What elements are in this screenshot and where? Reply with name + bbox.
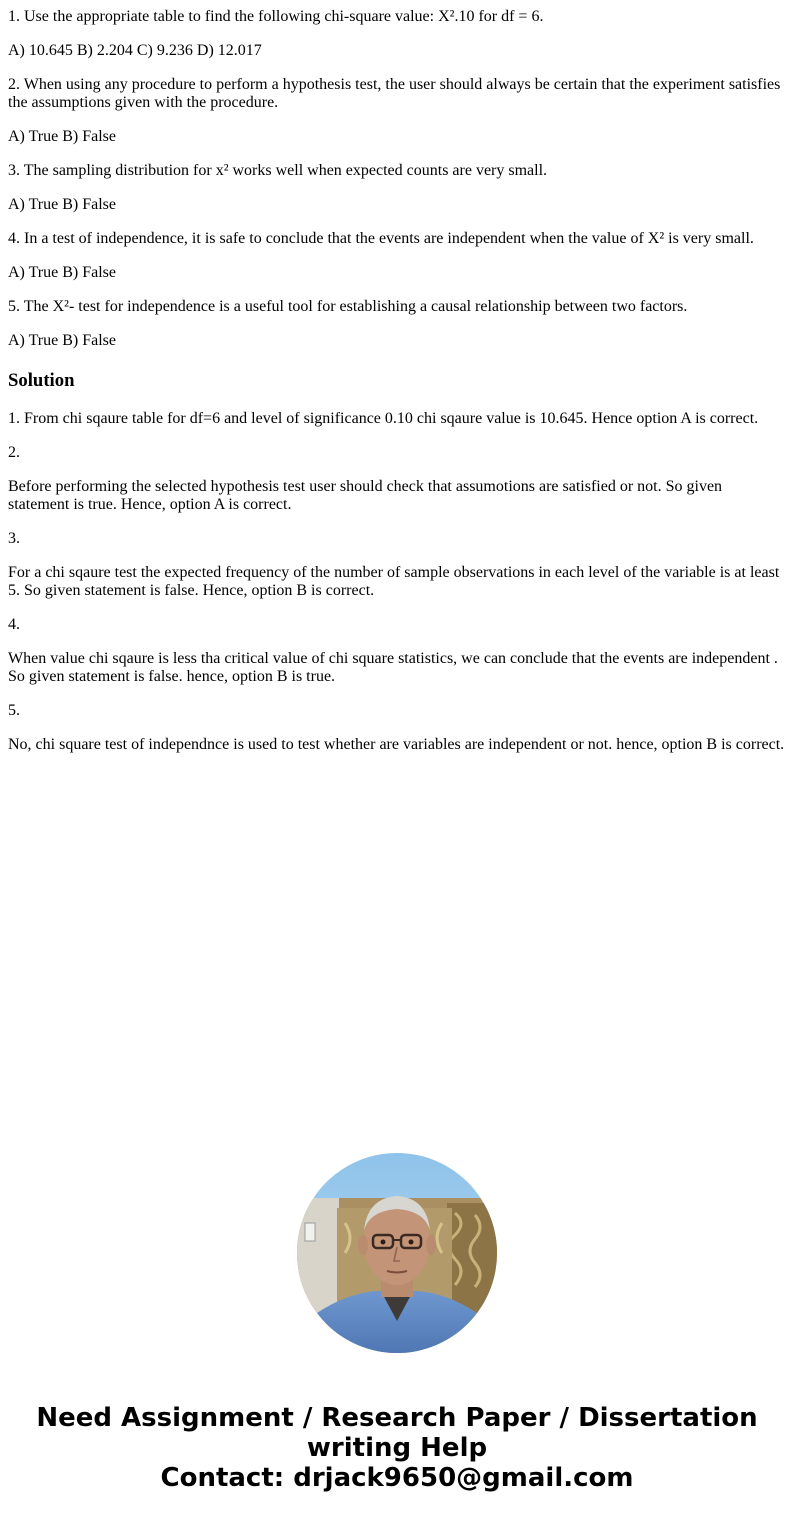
avatar-portrait-image: [297, 1153, 497, 1353]
answer-4-number: 4.: [8, 616, 20, 633]
question-1-text: 1. Use the appropriate table to find the following chi-square value: X².10 for df = 6.: [8, 8, 544, 25]
answer-1: 1. From chi sqaure table for df=6 and level of significance 0.10 chi sqaure value is 10.645. Hence option A is correct.: [8, 410, 759, 427]
question-1-options: A) 10.645 B) 2.204 C) 9.236 D) 12.017: [8, 42, 262, 59]
answer-5-number: 5.: [8, 702, 20, 719]
promo-contact: Contact: drjack9650@gmail.com: [160, 1463, 634, 1493]
question-2-options: A) True B) False: [8, 128, 117, 145]
question-5-text: 5. The X²- test for independence is a useful tool for establishing a causal relationship between two factors.: [8, 298, 688, 315]
question-2-text: 2. When using any procedure to perform a hypothesis test, the user should always be certain that the experiment satisfies the assumptions given with the procedure.: [8, 76, 781, 111]
document-body: [8, 0, 786, 770]
promo-line-1: Need Assignment / Research Paper / Dissertation: [36, 1403, 758, 1433]
question-5-options: A) True B) False: [8, 332, 117, 349]
solution-heading: Solution: [8, 370, 75, 391]
answer-5: No, chi square test of independnce is used to test whether are variables are independent or not. hence, option B is correct.: [8, 736, 785, 753]
avatar: [297, 1153, 497, 1353]
answer-4: When value chi sqaure is less tha critical value of chi square statistics, we can conclude that the events are independent . So given statement is false. hence, option B is true.: [8, 650, 778, 685]
promo-line-2: writing Help: [306, 1433, 488, 1463]
answer-3: For a chi sqaure test the expected frequency of the number of sample observations in each level of the variable is at least 5. So given statement is false. Hence, option B is correct.: [8, 564, 780, 599]
answer-3-number: 3.: [8, 530, 20, 547]
question-4-text: 4. In a test of independence, it is safe to conclude that the events are independent when the value of X² is very small.: [8, 230, 754, 247]
question-4-options: A) True B) False: [8, 264, 117, 281]
answer-2-number: 2.: [8, 444, 20, 461]
question-3-options: A) True B) False: [8, 196, 117, 213]
promo-banner: [0, 1403, 794, 1493]
answer-2: Before performing the selected hypothesis test user should check that assumotions are satisfied or not. So given statement is true. Hence, option A is correct.: [8, 478, 723, 513]
question-3-text: 3. The sampling distribution for x² works well when expected counts are very small.: [8, 162, 548, 179]
